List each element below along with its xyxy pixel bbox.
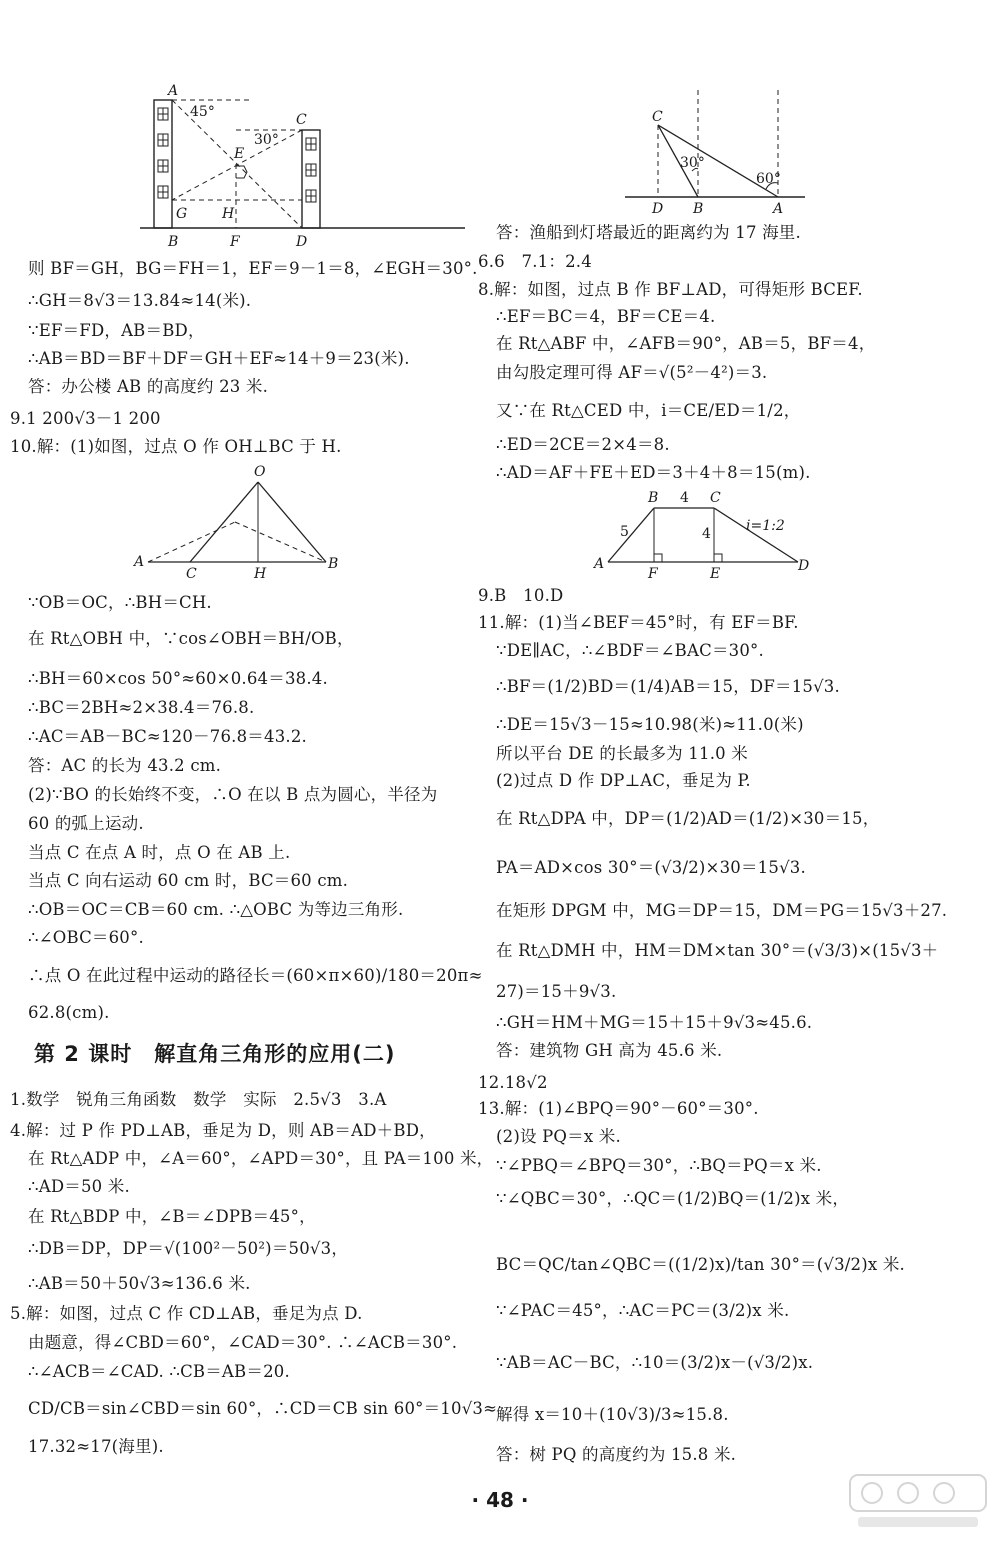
left-line: ∴GH＝8√3＝13.84≈14(米). xyxy=(28,291,252,310)
figure-buildings xyxy=(130,82,480,252)
left-line: ∴BH＝60×cos 50°≈60×0.64＝38.4. xyxy=(28,669,328,688)
left-line: ∴BC＝2BH≈2×38.4＝76.8. xyxy=(28,698,255,717)
left-line: ∵EF＝FD，AB＝BD， xyxy=(28,321,205,340)
right-line: 所以平台 DE 的长最多为 11.0 米 xyxy=(496,744,748,763)
left-line: ∵OB＝OC，∴BH＝CH. xyxy=(28,593,212,612)
right-line: ∴AD＝AF＋FE＋ED＝3＋4＋8＝15(m). xyxy=(496,463,811,482)
right-line: ∴ED＝2CE＝2×4＝8. xyxy=(496,435,670,454)
right-line: ∴BF＝(1/2)BD＝(1/4)AB＝15，DF＝15√3. xyxy=(496,677,840,696)
right-line: ∵∠PBQ＝∠BPQ＝30°，∴BQ＝PQ＝x 米. xyxy=(496,1156,822,1175)
right-line: ∵∠QBC＝30°，∴QC＝(1/2)BQ＝(1/2)x 米， xyxy=(496,1189,850,1208)
right-line: 6.6 7.1：2.4 xyxy=(478,252,592,271)
fig3-label-C: C xyxy=(652,109,663,125)
fig2-label-B: B xyxy=(328,556,339,572)
left-line: 答：办公楼 AB 的高度约 23 米. xyxy=(28,377,269,396)
fig1-label-C: C xyxy=(296,112,307,128)
left-line: ∴点 O 在此过程中运动的路径长＝(60×π×60)/180＝20π≈ xyxy=(28,966,483,985)
left-line: 当点 C 在点 A 时，点 O 在 AB 上. xyxy=(28,843,291,862)
fig4-label-F: F xyxy=(648,566,658,582)
left-line: (2)∵BO 的长始终不变，∴O 在以 B 点为圆心，半径为 xyxy=(28,785,438,804)
right-line: 又∵在 Rt△CED 中，i＝CE/ED＝1/2， xyxy=(496,401,801,420)
fig2-label-O: O xyxy=(254,464,266,480)
right-line: ∴GH＝HM＋MG＝15＋15＋9√3≈45.6. xyxy=(496,1013,813,1032)
fig4-label-A: A xyxy=(594,556,605,572)
left-line: 在 Rt△ADP 中，∠A＝60°，∠APD＝30°，且 PA＝100 米， xyxy=(28,1149,494,1168)
figure-lighthouse xyxy=(620,85,820,220)
page-number: · 48 · xyxy=(471,1488,529,1512)
fig4-label-B: B xyxy=(648,490,659,506)
fig1-label-B: B xyxy=(168,234,179,250)
right-line: ∵DE∥AC，∴∠BDF＝∠BAC＝30°. xyxy=(496,641,764,660)
section-heading: 第 2 课时 解直角三角形的应用(二) xyxy=(34,1042,396,1066)
left-line: 在 Rt△BDP 中，∠B＝∠DPB＝45°， xyxy=(28,1207,316,1226)
right-line: ∵∠PAC＝45°，∴AC＝PC＝(3/2)x 米. xyxy=(496,1301,790,1320)
right-line: 11.解：(1)当∠BEF＝45°时，有 EF＝BF. xyxy=(478,613,799,632)
left-line: 则 BF＝GH，BG＝FH＝1，EF＝9－1＝8，∠EGH＝30°. xyxy=(28,259,478,278)
fig3-label-B: B xyxy=(693,201,704,217)
fig2-label-H: H xyxy=(254,566,267,582)
right-line: 9.B 10.D xyxy=(478,586,564,605)
right-line: 8.解：如图，过点 B 作 BF⊥AD，可得矩形 BCEF. xyxy=(478,280,863,299)
left-line: CD/CB＝sin∠CBD＝sin 60°，∴CD＝CB sin 60°＝10√3≈ xyxy=(28,1399,498,1418)
fig3-label-30: 30° xyxy=(680,155,705,171)
fig4-label-E: E xyxy=(710,566,721,582)
left-line: 62.8(cm). xyxy=(28,1003,110,1022)
fig1-label-30: 30° xyxy=(254,132,279,148)
left-line: ∴OB＝OC＝CB＝60 cm. ∴△OBC 为等边三角形. xyxy=(28,900,404,919)
left-line: ∴∠OBC＝60°. xyxy=(28,928,144,947)
fig2-label-A: A xyxy=(134,554,145,570)
right-line: (2)设 PQ＝x 米. xyxy=(496,1127,621,1146)
right-line: 27)＝15＋9√3. xyxy=(496,982,617,1001)
left-line: ∴DB＝DP，DP＝√(100²－50²)＝50√3， xyxy=(28,1239,349,1258)
fig4-label-C: C xyxy=(710,490,721,506)
right-line: ∵AB＝AC－BC，∴10＝(3/2)x－(√3/2)x. xyxy=(496,1353,814,1372)
fig4-label-side-4: 4 xyxy=(702,526,711,542)
left-line: ∴AC＝AB－BC≈120－76.8＝43.2. xyxy=(28,727,307,746)
figure-triangle-obc xyxy=(130,460,350,585)
left-line: 答：AC 的长为 43.2 cm. xyxy=(28,756,222,775)
left-line: ∴AD＝50 米. xyxy=(28,1177,130,1196)
fig1-label-D: D xyxy=(296,234,308,250)
fig3-label-60: 60° xyxy=(756,171,781,187)
right-line: 答：渔船到灯塔最近的距离约为 17 海里. xyxy=(496,223,801,242)
watermark-logo xyxy=(848,1471,988,1531)
left-line: 9.1 200√3－1 200 xyxy=(10,409,161,428)
left-line: ∴AB＝50＋50√3≈136.6 米. xyxy=(28,1274,251,1293)
left-line: 60 的弧上运动. xyxy=(28,814,144,833)
left-line: 当点 C 向右运动 60 cm 时，BC＝60 cm. xyxy=(28,871,349,890)
left-line: ∴∠ACB＝∠CAD. ∴CB＝AB＝20. xyxy=(28,1362,290,1381)
fig3-label-D: D xyxy=(652,201,664,217)
right-line: 在矩形 DPGM 中，MG＝DP＝15，DM＝PG＝15√3＋27. xyxy=(496,901,948,920)
fig1-label-A: A xyxy=(168,83,179,99)
right-line: 解得 x＝10＋(10√3)/3≈15.8. xyxy=(496,1405,729,1424)
fig1-label-F: F xyxy=(230,234,240,250)
left-line: ∴AB＝BD＝BF＋DF＝GH＋EF≈14＋9＝23(米). xyxy=(28,349,410,368)
right-line: 在 Rt△DMH 中，HM＝DM×tan 30°＝(√3/3)×(15√3＋ xyxy=(496,941,939,960)
right-line: (2)过点 D 作 DP⊥AC，垂足为 P. xyxy=(496,771,751,790)
right-line: 在 Rt△ABF 中，∠AFB＝90°，AB＝5，BF＝4， xyxy=(496,334,876,353)
left-line: 由题意，得∠CBD＝60°，∠CAD＝30°. ∴∠ACB＝30°. xyxy=(28,1333,458,1352)
left-line: 17.32≈17(海里). xyxy=(28,1437,164,1456)
fig4-label-slope: i=1:2 xyxy=(746,518,785,534)
fig3-label-A: A xyxy=(773,201,784,217)
fig4-label-D: D xyxy=(798,558,810,574)
fig4-label-top-4: 4 xyxy=(680,490,689,506)
left-line: 1.数学 锐角三角函数 数学 实际 2.5√3 3.A xyxy=(10,1090,387,1109)
right-line: 13.解：(1)∠BPQ＝90°－60°＝30°. xyxy=(478,1099,759,1118)
fig1-label-E: E xyxy=(234,146,245,162)
fig1-label-G: G xyxy=(176,206,188,222)
figure-trapezoid xyxy=(590,488,815,582)
right-line: 答：树 PQ 的高度约为 15.8 米. xyxy=(496,1445,737,1464)
right-line: 12.18√2 xyxy=(478,1073,548,1092)
left-line: 10.解：(1)如图，过点 O 作 OH⊥BC 于 H. xyxy=(10,437,342,456)
left-line: 5.解：如图，过点 C 作 CD⊥AB，垂足为点 D. xyxy=(10,1304,363,1323)
right-line: ∴EF＝BC＝4，BF＝CE＝4. xyxy=(496,307,716,326)
fig1-label-45: 45° xyxy=(190,104,215,120)
right-line: PA＝AD×cos 30°＝(√3/2)×30＝15√3. xyxy=(496,858,806,877)
left-line: 在 Rt△OBH 中，∵cos∠OBH＝BH/OB， xyxy=(28,629,354,648)
fig4-label-5: 5 xyxy=(620,524,629,540)
fig2-label-C: C xyxy=(186,566,197,582)
right-line: ∴DE＝15√3－15≈10.98(米)≈11.0(米) xyxy=(496,715,804,734)
fig1-label-H: H xyxy=(222,206,235,222)
right-line: 答：建筑物 GH 高为 45.6 米. xyxy=(496,1041,723,1060)
right-line: 在 Rt△DPA 中，DP＝(1/2)AD＝(1/2)×30＝15， xyxy=(496,809,880,828)
right-line: BC＝QC/tan∠QBC＝((1/2)x)/tan 30°＝(√3/2)x 米. xyxy=(496,1255,905,1274)
left-line: 4.解：过 P 作 PD⊥AB，垂足为 D，则 AB＝AD＋BD， xyxy=(10,1121,436,1140)
right-line: 由勾股定理可得 AF＝√(5²－4²)＝3. xyxy=(496,363,768,382)
